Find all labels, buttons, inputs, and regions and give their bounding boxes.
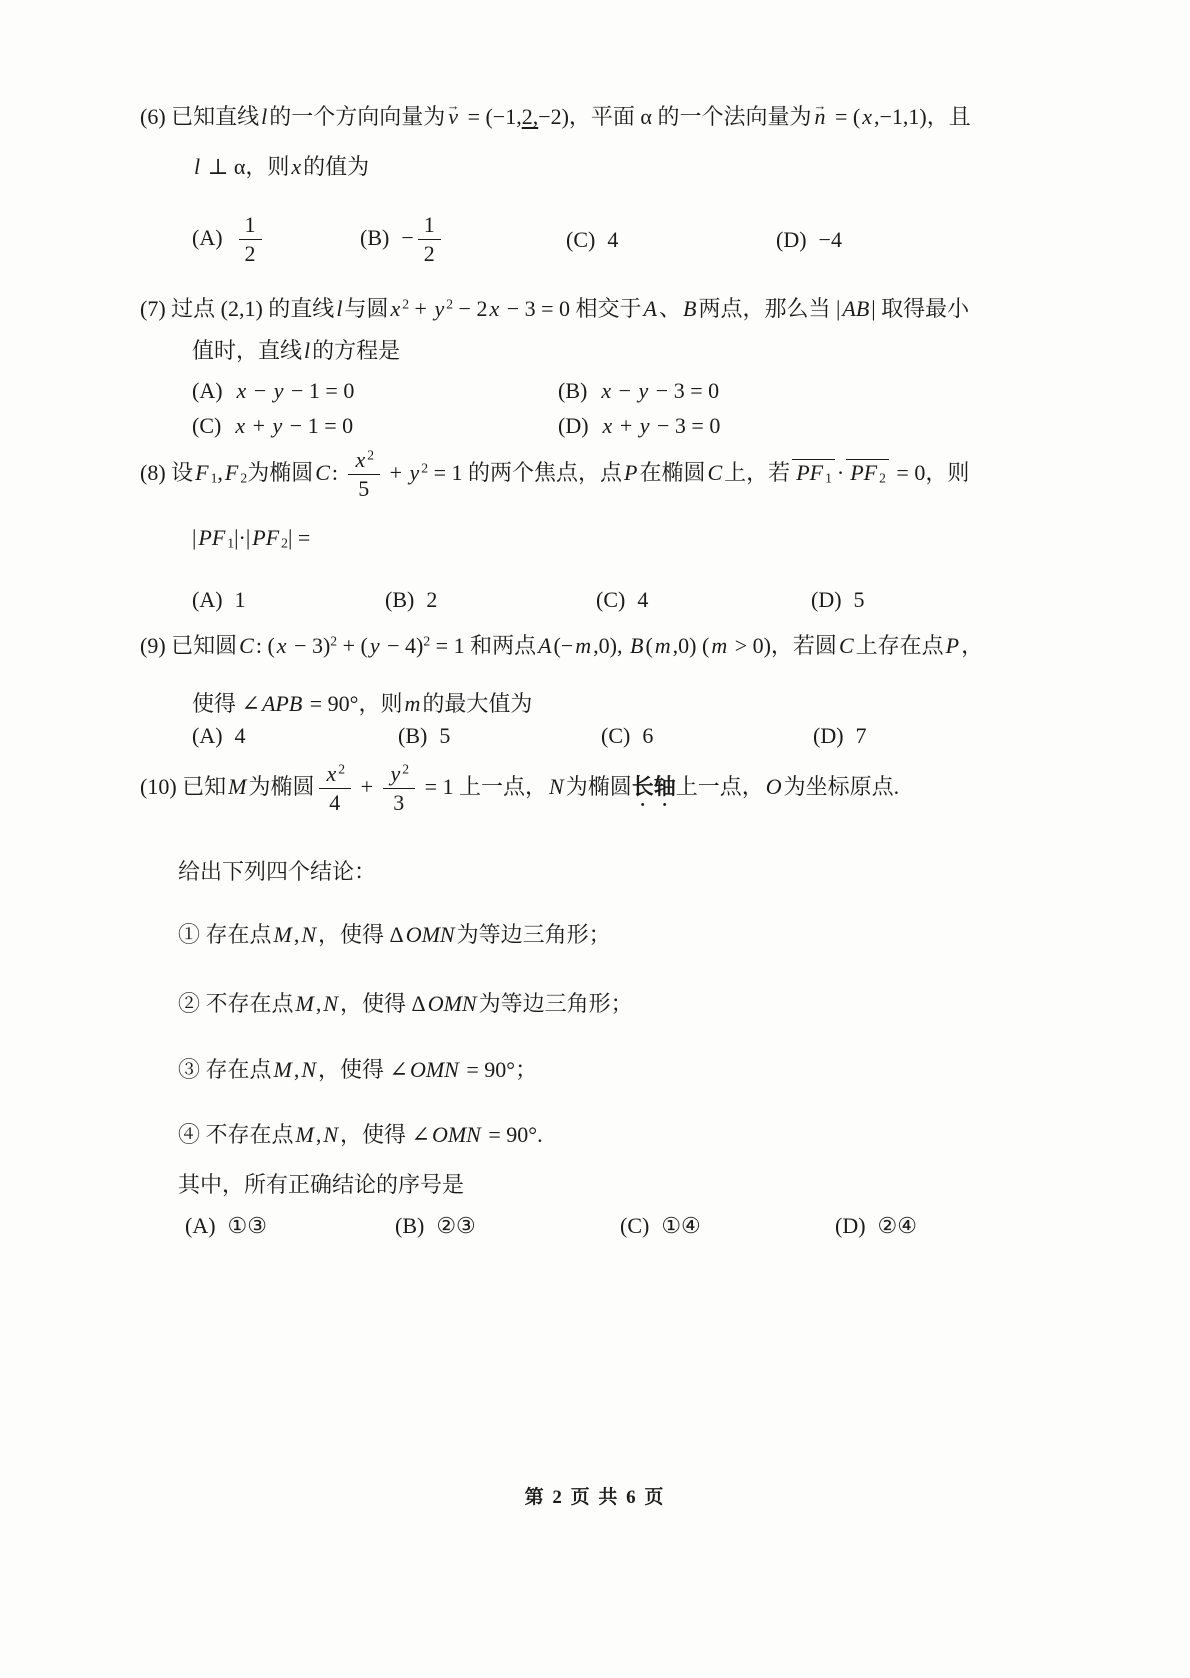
option-value: ②③ bbox=[436, 1213, 476, 1239]
option-d bbox=[811, 587, 1130, 613]
question-10-options-row bbox=[185, 1213, 1130, 1239]
option-label: (B) bbox=[558, 377, 588, 403]
option-c bbox=[601, 723, 813, 749]
option-value: − $\frac{1}{2}$ bbox=[401, 225, 444, 250]
option-b bbox=[398, 723, 601, 749]
option-value: 5 bbox=[853, 586, 865, 612]
option-label: (A) bbox=[192, 586, 223, 612]
question-9 bbox=[140, 629, 1130, 749]
option-label: (A) bbox=[192, 722, 223, 748]
option-value: 6 bbox=[642, 722, 654, 748]
option-c bbox=[596, 587, 811, 613]
option-value: ②④ bbox=[877, 1213, 917, 1239]
question-7-text-line-1: (7) 过点 (2,1) 的直线l与圆x $^2$ + y $^2$ − 2x − 3 = 0 相交于A、B两点，那么当 |AB| 取得最小 bbox=[140, 295, 970, 321]
option-value: ①③ bbox=[227, 1213, 267, 1239]
question-6-options-row bbox=[192, 212, 1130, 268]
option-c bbox=[192, 413, 558, 439]
option-value: x − y − 3 = 0 bbox=[601, 377, 720, 403]
option-a bbox=[192, 212, 360, 268]
option-a bbox=[185, 1213, 395, 1239]
conclusion-2: ② 不存在点M,N，使得 ΔOMN为等边三角形； bbox=[178, 991, 633, 1017]
question-9-text-line-1: (9) 已知圆C: $(x - 3)^2 + (y - 4)^2 = 1$ 和两点A(−m,0), B(m,0) (m > 0)，若圆C上存在点P， bbox=[140, 632, 984, 658]
question-8 bbox=[140, 447, 1130, 613]
option-b bbox=[385, 587, 596, 613]
option-value: 1 bbox=[234, 586, 246, 612]
option-a bbox=[192, 723, 398, 749]
page-footer: 第 2 页 共 6 页 bbox=[524, 1487, 666, 1508]
question-7-options-grid bbox=[192, 378, 1130, 439]
question-8-options-row bbox=[192, 587, 1130, 613]
question-7-text-line-2: 值时，直线l的方程是 bbox=[192, 337, 401, 363]
option-label: (C) bbox=[566, 226, 596, 252]
option-value: $\frac{1}{2}$ bbox=[235, 225, 266, 250]
question-6-text-line-2: l ⊥ α，则x的值为 bbox=[194, 154, 370, 179]
option-label: (A) bbox=[185, 1213, 216, 1239]
conclusion-3: ③ 存在点M,N，使得 ∠OMN = 90°； bbox=[178, 1057, 538, 1083]
option-label: (D) bbox=[813, 722, 844, 748]
option-value: 5 bbox=[439, 722, 451, 748]
question-9-options-row bbox=[192, 723, 1130, 749]
option-label: (A) bbox=[192, 224, 223, 250]
question-8-text-line-2: |PF 1|·|PF 2| = bbox=[192, 524, 311, 551]
option-b bbox=[395, 1213, 620, 1239]
option-c bbox=[566, 227, 776, 253]
option-label: (D) bbox=[811, 586, 842, 612]
option-label: (A) bbox=[192, 377, 223, 403]
option-d bbox=[776, 227, 1130, 253]
option-value: 4 bbox=[234, 722, 246, 748]
option-label: (B) bbox=[360, 224, 390, 250]
option-label: (B) bbox=[385, 586, 415, 612]
question-6-text-line-1: (6) 已知直线l的一个方向向量为 → v = (−1,2,−2)，平面 α 的一个法向量为 → n = (x,−1,1)，且 bbox=[140, 100, 1130, 134]
option-value: 4 bbox=[637, 586, 649, 612]
question-10-text-line-1: (10) 已知M为椭圆 $\frac{x ^2}{4}$ + $\frac{y ^2}{3}$ = 1 上一点，N为椭圆长轴上一点，O为坐标原点. bbox=[140, 760, 900, 815]
option-value: 2 bbox=[426, 586, 438, 612]
option-b bbox=[558, 378, 1130, 404]
option-value: −4 bbox=[818, 226, 842, 252]
conclusion-4: ④ 不存在点M,N，使得 ∠OMN = 90°. bbox=[178, 1122, 543, 1148]
option-d bbox=[835, 1213, 1130, 1239]
option-value: x + y − 1 = 0 bbox=[235, 412, 354, 438]
option-value: x − y − 1 = 0 bbox=[236, 377, 355, 403]
question-6 bbox=[140, 100, 1130, 268]
question-7 bbox=[140, 292, 1130, 439]
option-a bbox=[192, 587, 385, 613]
option-value: x + y − 3 = 0 bbox=[602, 412, 721, 438]
option-label: (B) bbox=[395, 1213, 425, 1239]
conclusion-1: ① 存在点M,N，使得 ΔOMN为等边三角形； bbox=[178, 922, 611, 948]
option-value: 4 bbox=[607, 226, 619, 252]
option-label: (D) bbox=[835, 1213, 866, 1239]
exam-content bbox=[140, 100, 1130, 1239]
option-label: (C) bbox=[620, 1213, 650, 1239]
option-label: (D) bbox=[776, 226, 807, 252]
option-d bbox=[558, 413, 1130, 439]
option-c bbox=[620, 1213, 835, 1239]
question-9-text-line-2: 使得 ∠APB = 90°，则m的最大值为 bbox=[192, 690, 533, 716]
question-10-intro: 给出下列四个结论： bbox=[178, 859, 377, 885]
option-value: ①④ bbox=[661, 1213, 701, 1239]
option-b bbox=[360, 212, 566, 268]
option-label: (B) bbox=[398, 722, 428, 748]
option-a bbox=[192, 378, 558, 404]
question-10 bbox=[140, 761, 1130, 1240]
option-label: (C) bbox=[596, 586, 626, 612]
option-label: (C) bbox=[601, 722, 631, 748]
option-label: (C) bbox=[192, 412, 222, 438]
question-8-text-line-1: (8) 设F 1,F 2为椭圆C: $\frac{x ^2}{5}$ + y $^2$ = 1 的两个焦点，点P在椭圆C上，若 PF 1 · PF 2 = 0，则 bbox=[140, 446, 970, 502]
option-d bbox=[813, 723, 1130, 749]
option-label: (D) bbox=[558, 412, 589, 438]
question-10-prompt: 其中，所有正确结论的序号是 bbox=[178, 1172, 465, 1198]
option-value: 7 bbox=[855, 722, 867, 748]
